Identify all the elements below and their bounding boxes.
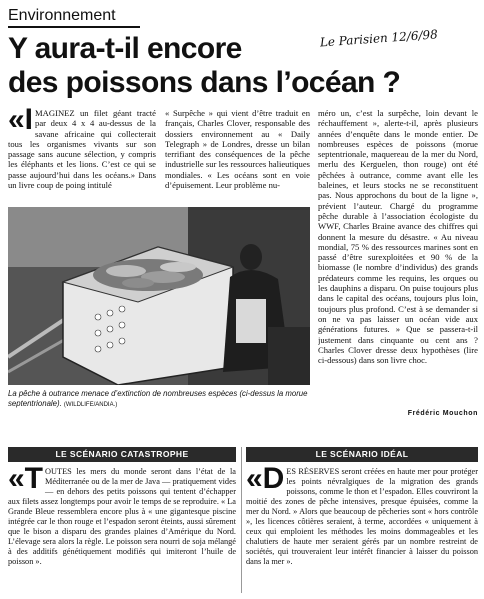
- catastrophe-text: OUTES les mers du monde seront dans l’état de la Méditerranée ou de la mer de Java — pratiquement vides — en dehors des petits poissons qui tentent d’échapper aux filets assez longtemps pour avoir le temps de se reproduire. « La Grande Bleue ressemblera encore plus à « une gigantesque piscine intégrée car le thon rouge et l’espadon seront éteints, aussi sûrement que le bison a disparu des grandes plaines d’Amérique du Nord. L’élevage sera alors la règle. Le poisson sera nourri de soja mélangé à des additifs génétiquement modifiés qui imiteront l’huile de poisson ».: [8, 467, 236, 566]
- handwritten-source-note: Le Parisien 12/6/98: [319, 27, 439, 50]
- article-column-3: [318, 108, 478, 408]
- caption-text: La pêche à outrance menace d’extinction de nombreuses espèces (ci-dessus la morue septentrionale).: [8, 389, 308, 408]
- article-column-1: [8, 108, 156, 204]
- headline-line-2: des poissons dans l’océan ?: [8, 66, 401, 99]
- ideal-text: ES RÉSERVES seront créées en haute mer pour protéger les points névralgiques de la migration des grands poissons, comme le thon et l’espadon. Elles couvriront la moitié des zones de pêche intensives, presque épuisées, comme la mer du Nord. » Alors que beaucoup de pêcheries sont « hors contrôle », les licences côtières seraient, à terme, accordées « uniquement à ceux qui emploient les méthodes les moins dommageables et les chalutiers de haute mer seraient gérés par un nombre restreint de sociétés, qui trouveraient leur intérêt financier à laisser du poisson dans la mer ».: [246, 467, 478, 566]
- column-divider: [241, 447, 242, 593]
- article-column-2: [165, 108, 310, 204]
- intro-text-1: MAGINEZ un filet géant tracté par deux 4 x 4 au-dessus de la savane africaine qui collecterait tous les organismes vivants sur son passage sans aucune sélection, y compris les éléphants et les lions. C’est ce qui se passe aujourd’hui dans les océans.» Dans un livre coup de poing intitulé: [8, 108, 156, 191]
- byline: Frédéric Mouchon: [407, 410, 478, 417]
- article-photo: [8, 207, 310, 385]
- section-rubric: Environnement: [8, 6, 140, 28]
- scenario-ideal-body: [246, 467, 478, 593]
- headline: [8, 32, 476, 100]
- catastrophe-dropcap: «T: [8, 467, 44, 495]
- intro-text-3: méro un, c’est la surpêche, loin devant le réchauffement », alerte-t-il, après plusieurs années d’enquête dans le monde entier. De nombreuses espèces de poissons (morue septentrionale, maquereau de la mer du Nord, merlu des Kerguelen, thon rouge) ont été pêchées à outrance, comme avant elle les baleines, et leurs stocks ne se reconstituent pas. Nous approchons du bout de la ligne », prévient l’auteur. Chargé du programme pêche durable à l’association écologiste du WWF, Charles Braine avance des chiffres qui donnent la mesure du désastre. « Au niveau mondial, 75 % des ressources marines sont en passé d’être surexploitées et 90 % de la biomasse (le nombre d’individus) des grands prédateurs comme les requins, les orques ou les dauphins a disparu. On puise toujours plus dans le capital des océans, toujours plus loin, toujours plus profond. C’est à se demander si on ne va pas laisser un océan vide aux générations futures. » Que se passera-t-il justement dans cinquante ou cent ans ? Charles Clover dresse deux hypothèses (lire ci-dessous) dans son livre choc.: [318, 108, 478, 366]
- scenario-catastrophe-body: [8, 467, 236, 593]
- scenario-ideal-title: LE SCÉNARIO IDÉAL: [246, 447, 478, 462]
- photo-credit: (WILDLIFE/ANDIA.): [63, 401, 118, 408]
- ideal-dropcap: «D: [246, 467, 285, 495]
- scenario-catastrophe-title: LE SCÉNARIO CATASTROPHE: [8, 447, 236, 462]
- photo-caption: [8, 389, 318, 410]
- headline-line-1: Y aura-t-il encore: [8, 32, 242, 65]
- intro-text-2: « Surpêche » qui vient d’être traduit en français, Charles Clover, responsable des dossiers environnement au « Daily Telegraph » de Londres, dresse un bilan terrifiant des conséquences de la pêche industrielle sur les ressources halieutiques mondiales. « Les océans sont en voie d’épuisement. Leur problème nu-: [165, 108, 310, 191]
- fishing-boat-photo: [8, 207, 310, 385]
- intro-dropcap: «I: [8, 108, 34, 136]
